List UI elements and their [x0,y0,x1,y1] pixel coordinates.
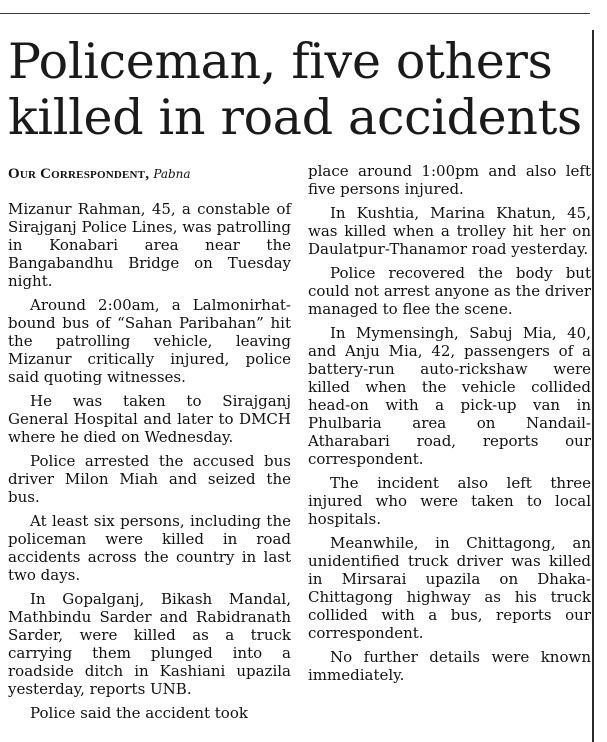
paragraph: place around 1:00pm and also left five persons injured. [308,162,591,198]
paragraph: The incident also left three injured who were taken to local hospitals. [308,474,591,528]
article-column-2 [308,162,591,690]
paragraph: Mizanur Rahman, 45, a constable of Sirajganj Police Lines, was patrolling in Konabari area near the Bangabandhu Bridge on Tuesday night. [8,200,291,290]
paragraph: In Gopalganj, Bikash Mandal, Mathbindu Sarder and Rabidranath Sarder, were killed as a truck carrying them plunged into a roadside ditch in Kashiani upazila yesterday, reports UNB. [8,590,291,698]
paragraph: Around 2:00am, a Lalmonirhat-bound bus of “Sahan Paribahan” hit the patrolling vehicle, leaving Mizanur critically injured, police said quoting witnesses. [8,296,291,386]
paragraph: Meanwhile, in Chittagong, an unidentified truck driver was killed in Mirsarai upazila on Dhaka-Chittagong highway as his truck collided with a bus, reports our correspondent. [308,534,591,642]
top-rule [0,13,590,14]
paragraph: In Mymensingh, Sabuj Mia, 40, and Anju Mia, 42, passengers of a battery-run auto-rickshaw were killed when the vehicle collided head-on with a pick-up van in Phulbaria area on Nandail-Atharabari road, reports our correspondent. [308,324,591,468]
paragraph: He was taken to Sirajganj General Hospital and later to DMCH where he died on Wednesday. [8,392,291,446]
byline-author: Our Correspondent, [8,166,150,182]
paragraph: No further details were known immediately. [308,648,591,684]
paragraph: Police arrested the accused bus driver Milon Miah and seized the bus. [8,452,291,506]
article-column-1 [8,200,291,728]
byline-place: Pabna [153,167,191,181]
paragraph: In Kushtia, Marina Khatun, 45, was killed when a trolley hit her on Daulatpur-Thanamor road yesterday. [308,204,591,258]
byline [8,165,293,184]
paragraph: At least six persons, including the policeman were killed in road accidents across the country in last two days. [8,512,291,584]
paragraph: Police said the accident took [30,704,248,722]
headline: Policeman, five others killed in road accidents [8,33,582,146]
paragraph: Police recovered the body but could not arrest anyone as the driver managed to flee the scene. [308,264,591,318]
